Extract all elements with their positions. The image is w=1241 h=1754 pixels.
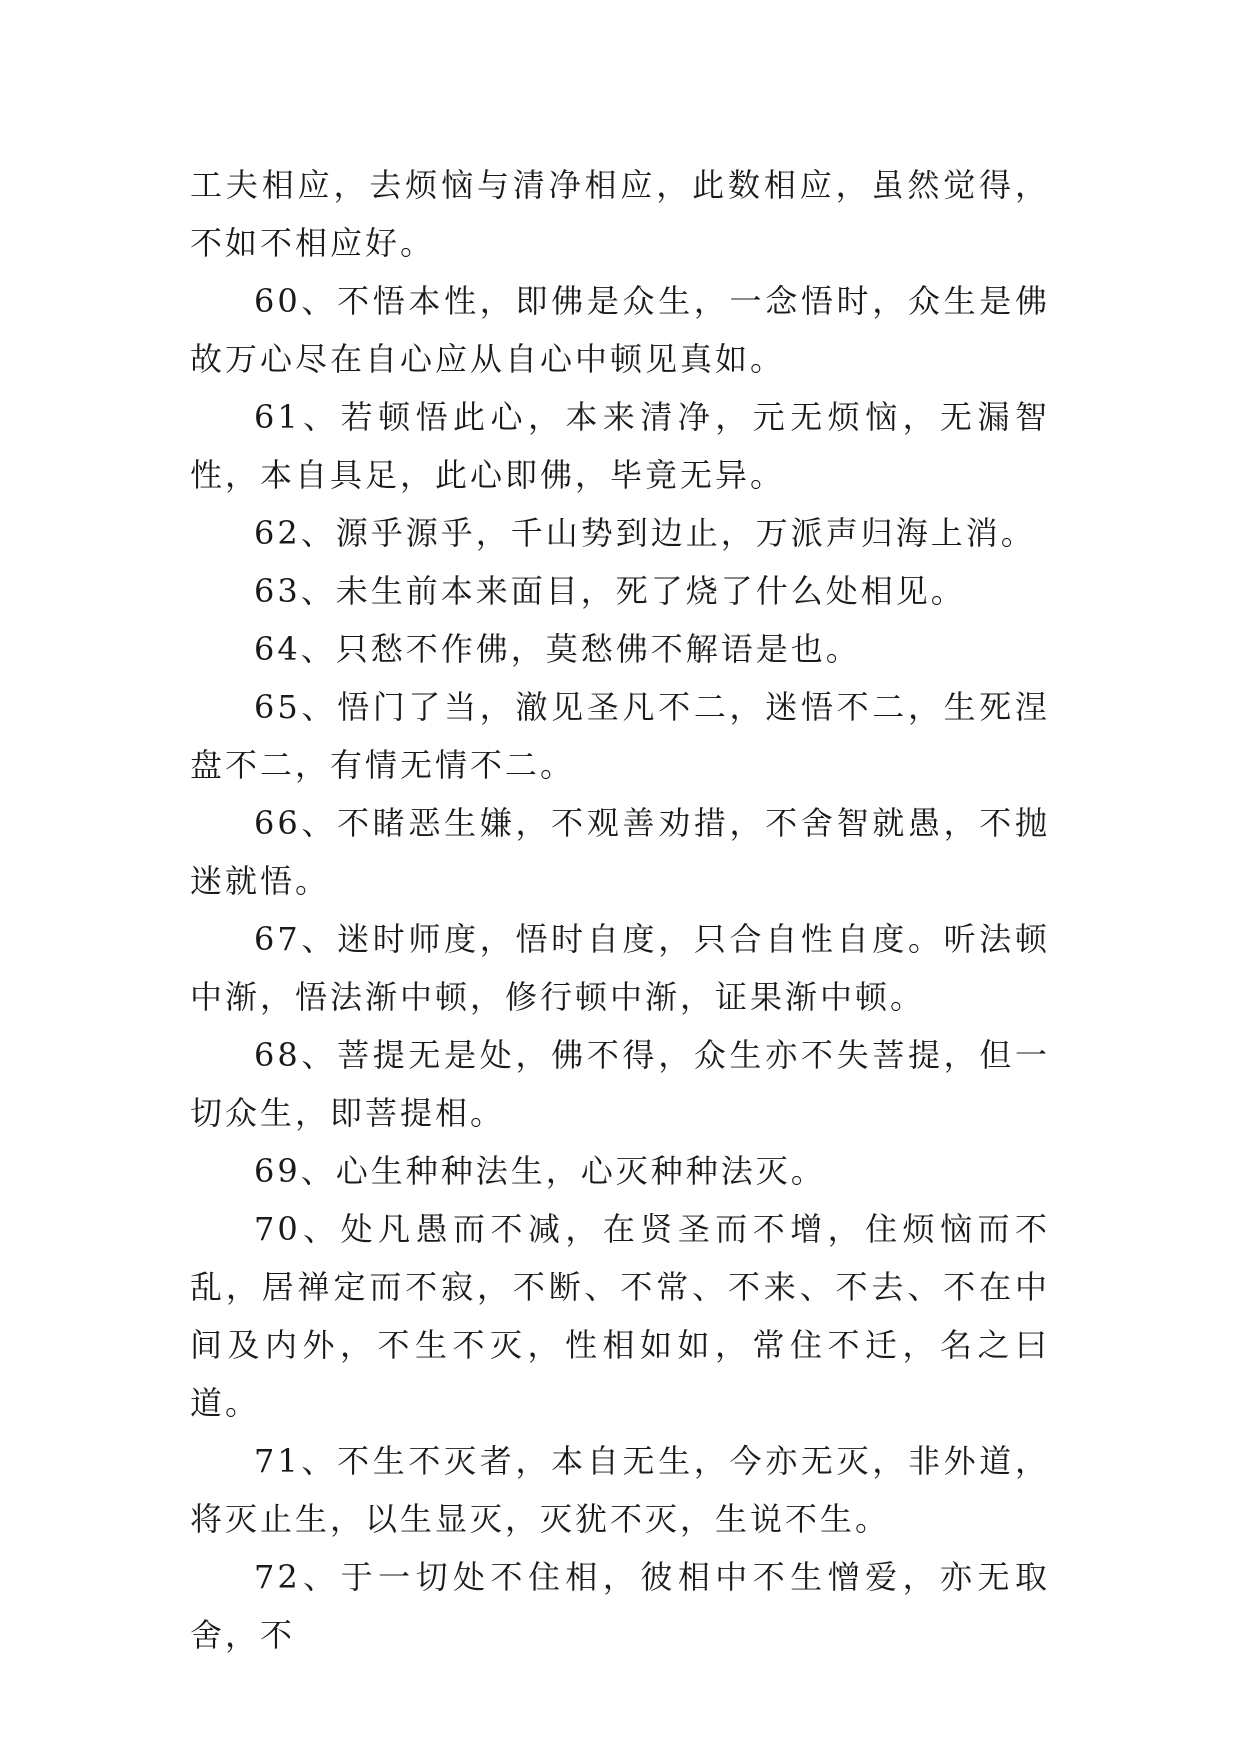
document-body — [190, 156, 1050, 1664]
paragraph-67: 67、迷时师度，悟时自度，只合自性自度。听法顿中渐，悟法渐中顿，修行顿中渐，证果渐中顿。 — [190, 920, 1050, 1016]
paragraph-60: 60、不悟本性，即佛是众生，一念悟时，众生是佛故万心尽在自心应从自心中顿见真如。 — [190, 282, 1050, 378]
paragraph-64: 64、只愁不作佛，莫愁佛不解语是也。 — [254, 630, 861, 668]
paragraph-63: 63、未生前本来面目，死了烧了什么处相见。 — [254, 572, 966, 610]
paragraph-72: 72、于一切处不住相，彼相中不生憎爱，亦无取舍，不 — [190, 1558, 1050, 1654]
paragraph-61: 61、若顿悟此心，本来清净，元无烦恼，无漏智性，本自具足，此心即佛，毕竟无异。 — [190, 398, 1050, 494]
paragraph-68: 68、菩提无是处，佛不得，众生亦不失菩提，但一切众生，即菩提相。 — [190, 1036, 1050, 1132]
paragraph-71: 71、不生不灭者，本自无生，今亦无灭，非外道，将灭止生，以生显灭，灭犹不灭，生说不生。 — [190, 1442, 1050, 1538]
paragraph-continuation: 工夫相应，去烦恼与清净相应，此数相应，虽然觉得，不如不相应好。 — [190, 166, 1050, 262]
paragraph-62: 62、源乎源乎，千山势到边止，万派声归海上消。 — [254, 514, 1036, 552]
paragraph-65: 65、悟门了当，澈见圣凡不二，迷悟不二，生死涅盘不二，有情无情不二。 — [190, 688, 1050, 784]
paragraph-69: 69、心生种种法生，心灭种种法灭。 — [254, 1152, 826, 1190]
paragraph-66: 66、不睹恶生嫌，不观善劝措，不舍智就愚，不抛迷就悟。 — [190, 804, 1050, 900]
paragraph-70: 70、处凡愚而不减，在贤圣而不增，住烦恼而不乱，居禅定而不寂，不断、不常、不来、不去、不在中间及内外，不生不灭，性相如如，常住不迁，名之曰道。 — [190, 1210, 1050, 1422]
